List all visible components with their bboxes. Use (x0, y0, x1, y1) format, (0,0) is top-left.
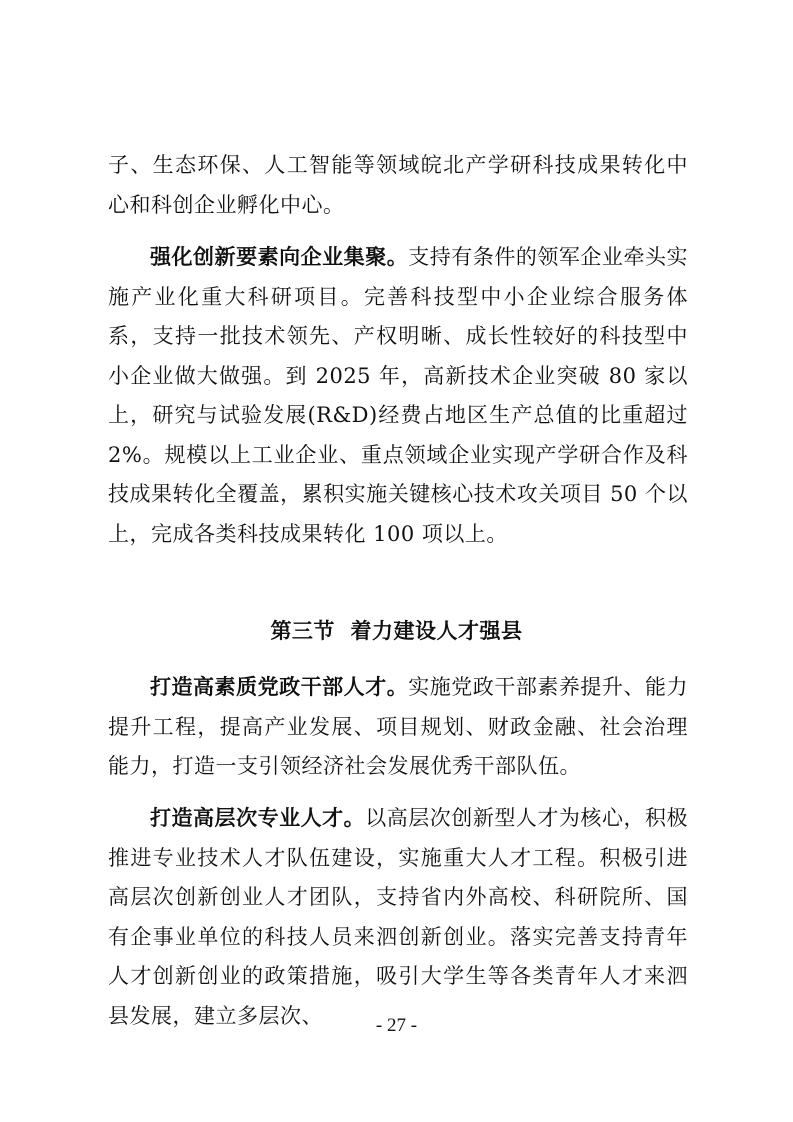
paragraph-party-cadre-talent (108, 667, 688, 787)
paragraph-continuation (108, 146, 688, 225)
paragraph-body-text: 支持有条件的领军企业牵头实施产业化重大科研项目。完善科技型中小企业综合服务体系，支持一批技术领先、产权明晰、成长性较好的科技型中小企业做大做强。到 2025 年，高新技术企业突破 80 家以上，研究与试验发展(R&D)经费占地区生产总值的比重超过 2%。规模以上工业企业、重点领域企业实现产学研合作及科技成果转化全覆盖，累积实施关键核心技术攻关项目 50 个以上，完成各类科技成果转化 100 项以上。 (108, 245, 688, 546)
page-number: - 27 - (375, 1015, 418, 1036)
paragraph-lead-heading: 强化创新要素向企业集聚。 (150, 244, 409, 269)
section-heading: 第三节 着力建设人才强县 (270, 619, 523, 643)
paragraph-continuation-text: 子、生态环保、人工智能等领域皖北产学研科技成果转化中心和科创企业孵化中心。 (108, 153, 688, 217)
paragraph-enterprise-innovation (108, 237, 688, 554)
paragraph-body-text: 实施党政干部素养提升、能力提升工程，提高产业发展、项目规划、财政金融、社会治理能力，打造一支引领经济社会发展优秀干部队伍。 (108, 675, 688, 778)
paragraph-lead-heading: 打造高素质党政干部人才。 (150, 674, 409, 699)
paragraph-professional-talent (108, 798, 688, 1036)
paragraph-body-text: 以高层次创新型人才为核心，积极推进专业技术人才队伍建设，实施重大人才工程。积极引进高层次创新创业人才团队，支持省内外高校、科研院所、国有企事业单位的科技人员来泗创新创业。落实完善支持青年人才创新创业的政策措施，吸引大学生等各类青年人才来泗县发展，建立多层次、 (108, 806, 689, 1028)
paragraph-lead-heading: 打造高层次专业人才。 (150, 805, 366, 830)
